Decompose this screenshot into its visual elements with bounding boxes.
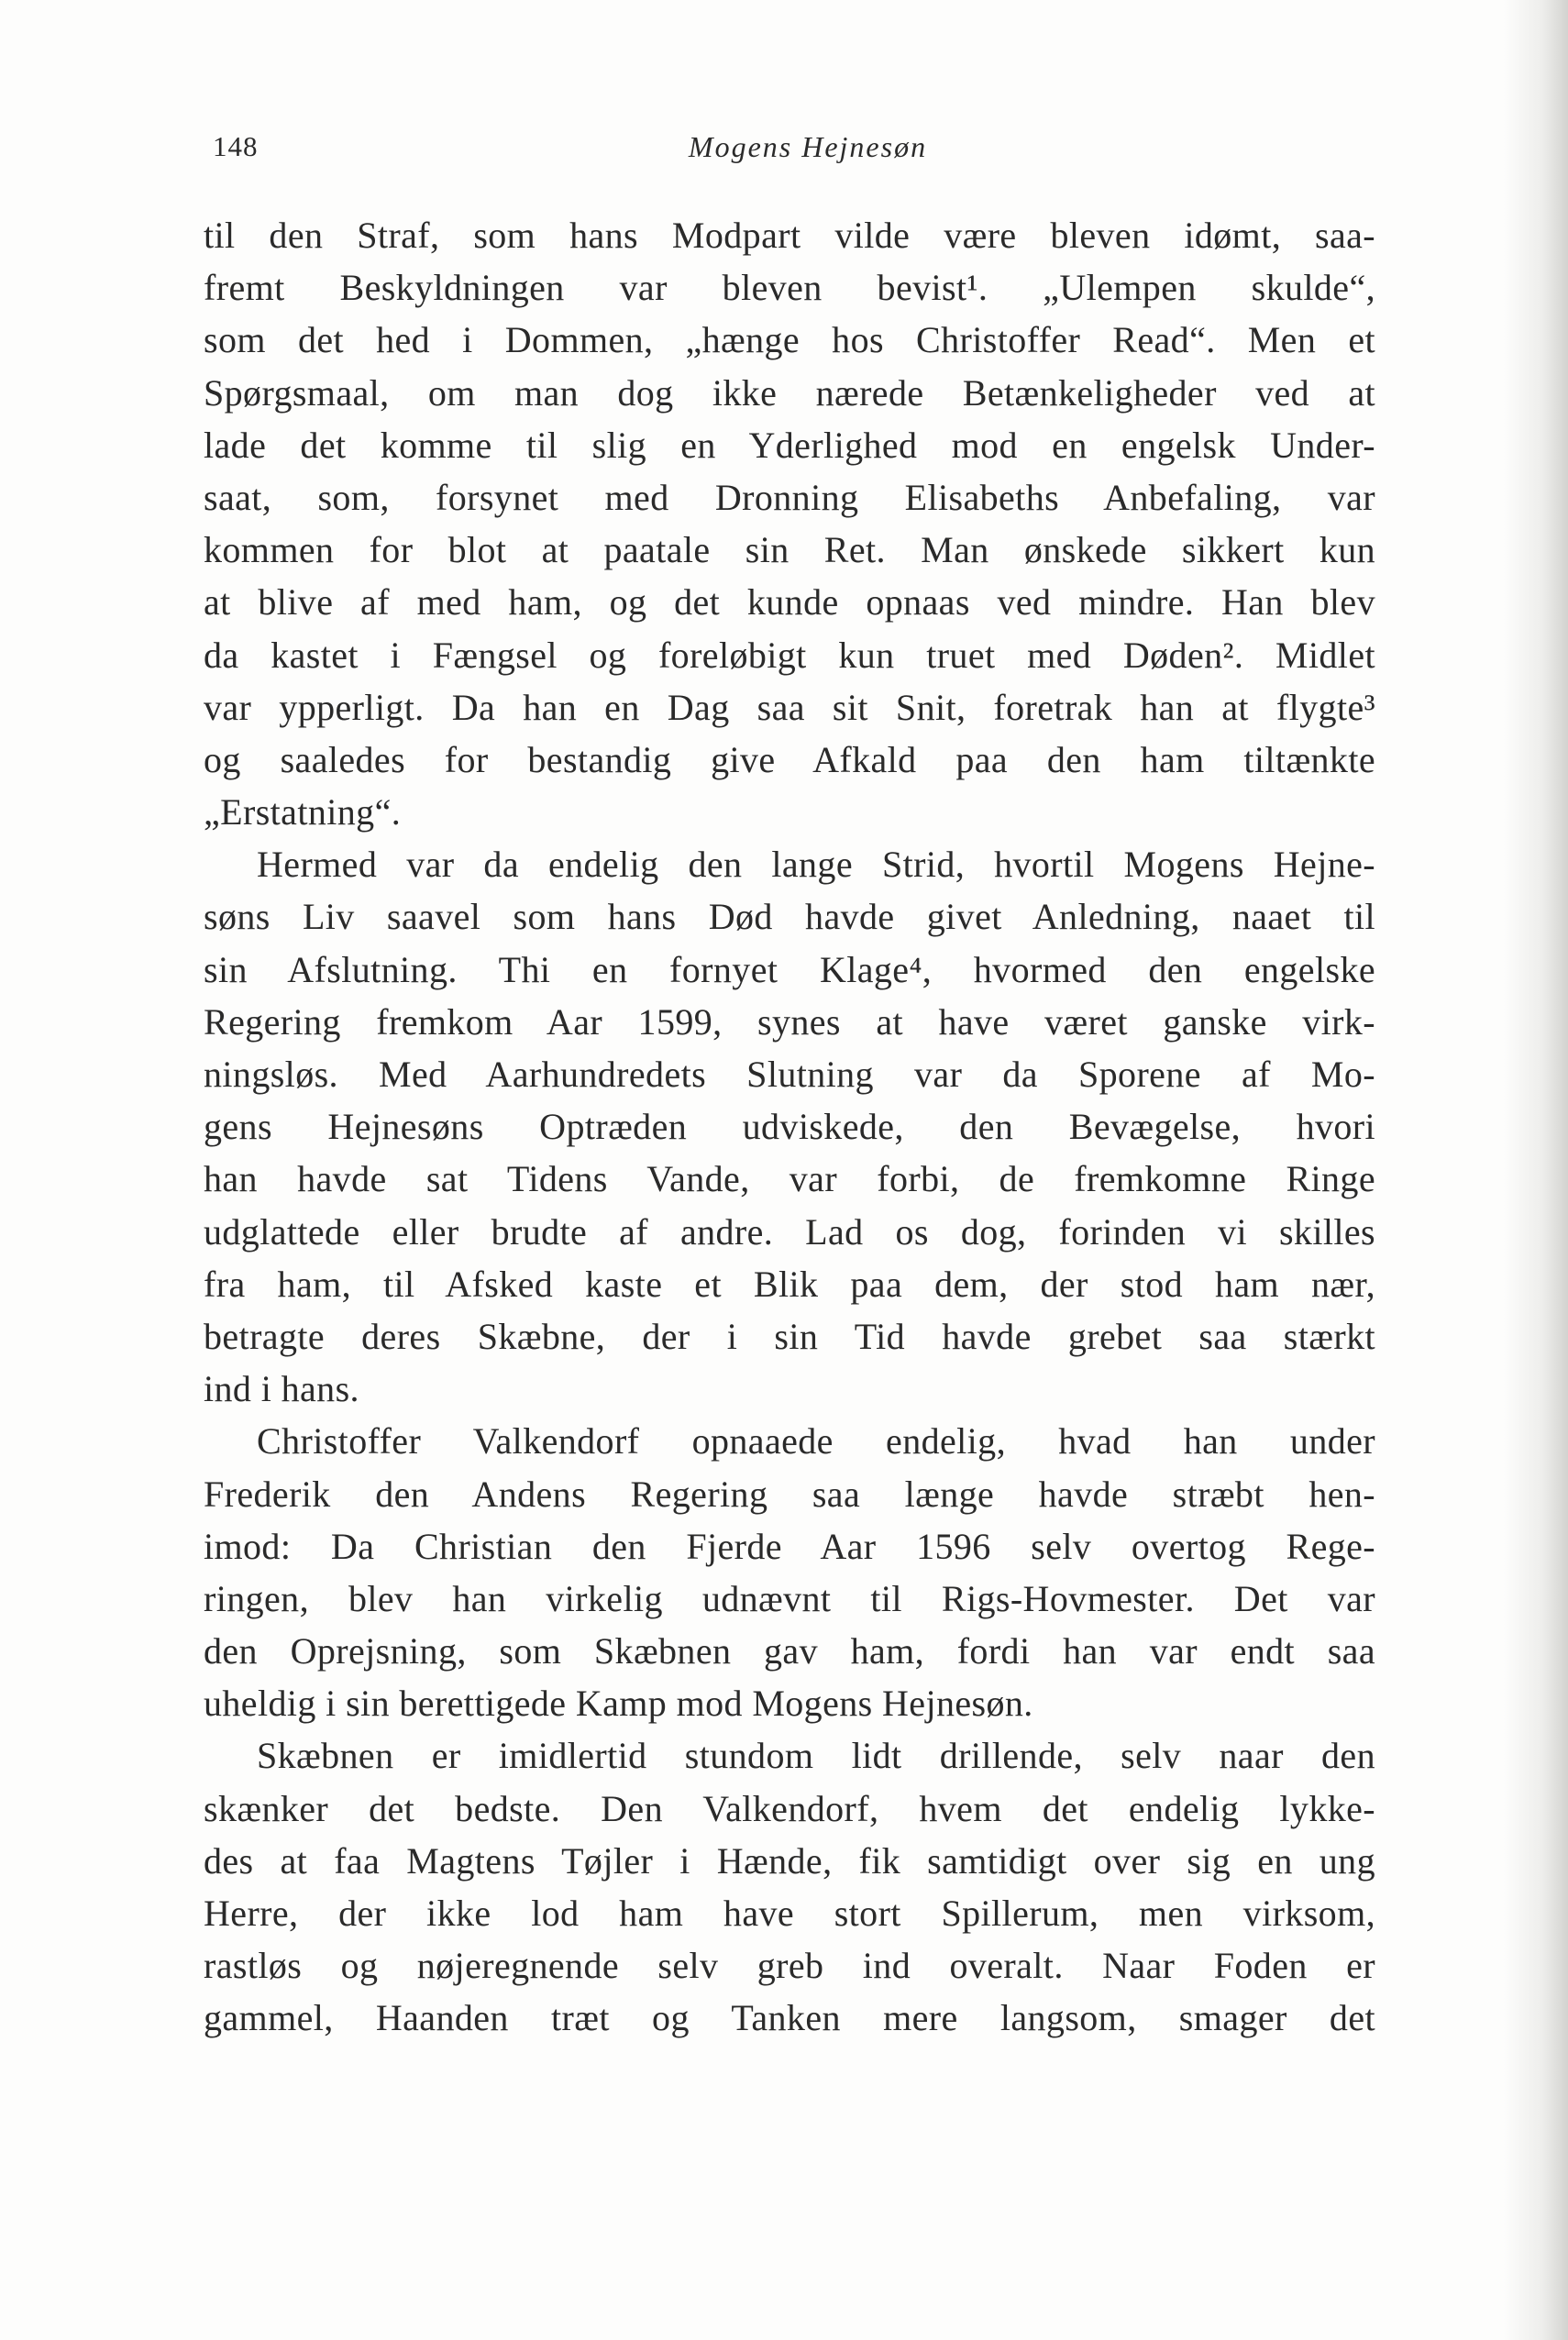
text-line: gens Hejnesøns Optræden udviskede, den Bevægelse, hvori bbox=[204, 1106, 1375, 1148]
text-line: saat, som, forsynet med Dronning Elisabeths Anbefaling, var bbox=[204, 476, 1375, 518]
text-line: som det hed i Dommen, „hænge hos Christoffer Read“. Men et bbox=[204, 319, 1375, 361]
page-number: 148 bbox=[213, 130, 259, 162]
paragraph-first-line: Hermed var da endelig den lange Strid, hvortil Mogens Hejne- bbox=[257, 844, 1375, 886]
paragraph-end-line: uheldig i sin berettigede Kamp mod Mogens Hejnesøn. bbox=[204, 1683, 1033, 1725]
text-line: han havde sat Tidens Vande, var forbi, de fremkomne Ringe bbox=[204, 1158, 1375, 1200]
paragraph-first-line: Christoffer Valkendorf opnaaede endelig, hvad han under bbox=[257, 1420, 1375, 1462]
text-line: betragte deres Skæbne, der i sin Tid havde grebet saa stærkt bbox=[204, 1315, 1375, 1357]
paragraph-end-line: ind i hans. bbox=[204, 1368, 359, 1410]
text-line: at blive af med ham, og det kunde opnaas ved mindre. Han blev bbox=[204, 581, 1375, 624]
text-line: des at faa Magtens Tøjler i Hænde, fik samtidigt over sig en ung bbox=[204, 1839, 1375, 1882]
text-line: skænker det bedste. Den Valkendorf, hvem det endelig lykke- bbox=[204, 1787, 1375, 1829]
text-line: udglattede eller brudte af andre. Lad os dog, forinden vi skilles bbox=[204, 1210, 1375, 1253]
text-line: ningsløs. Med Aarhundredets Slutning var da Sporene af Mo- bbox=[204, 1054, 1375, 1095]
text-line: kommen for blot at paatale sin Ret. Man ønskede sikkert kun bbox=[204, 529, 1375, 571]
text-line: imod: Da Christian den Fjerde Aar 1596 selv overtog Rege- bbox=[204, 1525, 1375, 1567]
text-line: søns Liv saavel som hans Død havde givet Anledning, naaet til bbox=[204, 896, 1375, 938]
text-line: til den Straf, som hans Modpart vilde være bleven idømt, saa- bbox=[204, 215, 1375, 256]
text-line: den Oprejsning, som Skæbnen gav ham, fordi han var endt saa bbox=[204, 1630, 1375, 1672]
text-line: sin Afslutning. Thi en fornyet Klage⁴, hvormed den engelske bbox=[204, 948, 1375, 990]
text-line: og saaledes for bestandig give Afkald paa den ham tiltænkte bbox=[204, 738, 1375, 780]
running-title: Mogens Hejnesøn bbox=[688, 130, 928, 163]
text-line: Frederik den Andens Regering saa længe havde stræbt hen- bbox=[204, 1473, 1375, 1515]
text-line: Herre, der ikke lod ham have stort Spillerum, men virksom, bbox=[204, 1893, 1375, 1934]
paragraph-first-line: Skæbnen er imidlertid stundom lidt drillende, selv naar den bbox=[257, 1735, 1375, 1777]
text-line: Spørgsmaal, om man dog ikke nærede Betænkeligheder ved at bbox=[204, 371, 1375, 414]
page-edge-shadow bbox=[1504, 0, 1568, 2340]
text-line: da kastet i Fængsel og foreløbigt kun truet med Døden². Midlet bbox=[204, 634, 1375, 676]
text-line: gammel, Haanden træt og Tanken mere langsom, smager det bbox=[204, 1997, 1375, 2039]
text-line: ringen, blev han virkelig udnævnt til Rigs-Hovmester. Det var bbox=[204, 1577, 1375, 1619]
body-text bbox=[204, 209, 1375, 2045]
text-line: lade det komme til slig en Yderlighed mod en engelsk Under- bbox=[204, 424, 1375, 466]
text-line: fremt Beskyldningen var bleven bevist¹. „Ulempen skulde“, bbox=[204, 267, 1375, 309]
page-header bbox=[204, 130, 1375, 171]
text-line: var ypperligt. Da han en Dag saa sit Snit, foretrak han at flygte³ bbox=[204, 686, 1375, 728]
paragraph-end-line: „Erstatning“. bbox=[204, 791, 402, 833]
text-line: fra ham, til Afsked kaste et Blik paa dem, der stod ham nær, bbox=[204, 1263, 1375, 1305]
text-line: rastløs og nøjeregnende selv greb ind overalt. Naar Foden er bbox=[204, 1945, 1375, 1987]
text-line: Regering fremkom Aar 1599, synes at have været ganske virk- bbox=[204, 1000, 1375, 1043]
